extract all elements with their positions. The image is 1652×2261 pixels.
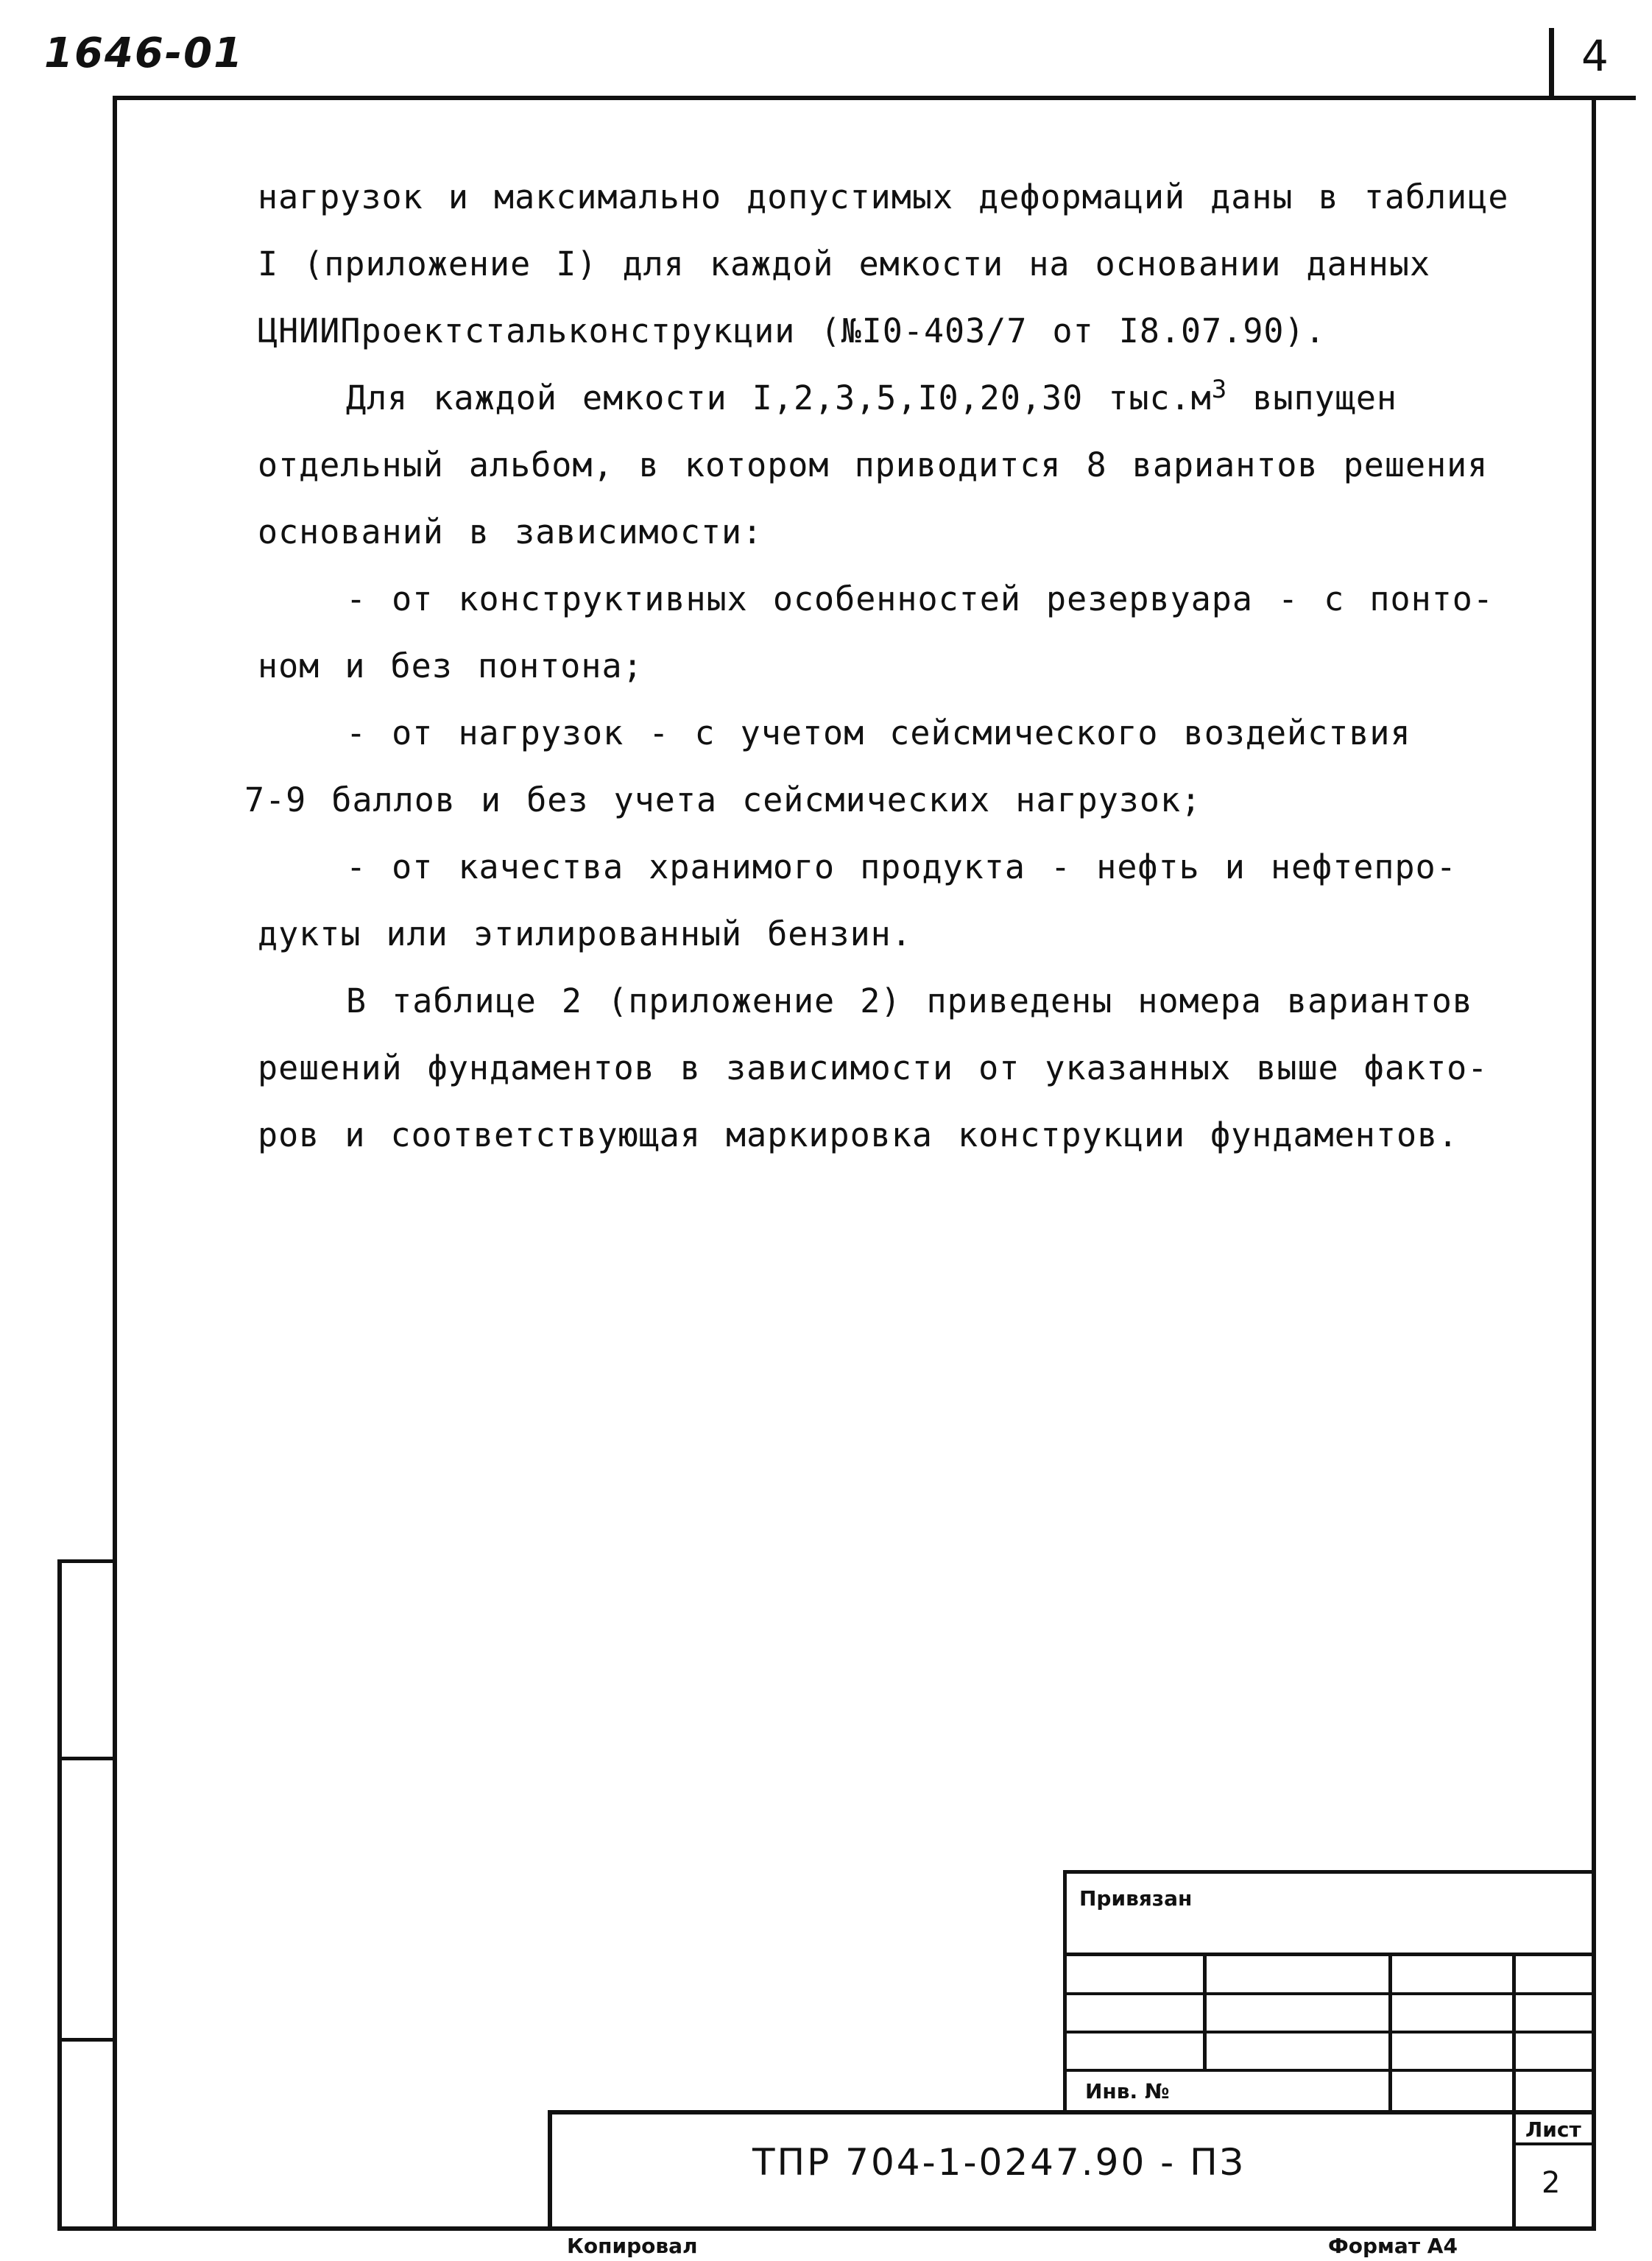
body-line-9: - от нагрузок - с учетом сейсмического воздействия — [346, 713, 1411, 752]
body-line-4-tail: выпущен — [1227, 378, 1398, 417]
copied-label: Копировал — [567, 2234, 698, 2258]
page-number: 4 — [1581, 31, 1609, 81]
frame-bottom — [57, 2226, 1596, 2231]
body-line-10: 7-9 баллов и без учета сейсмических нагрузок; — [244, 780, 1202, 819]
tb-attach-top — [1065, 1870, 1593, 1874]
sheet-number: 2 — [1542, 2166, 1561, 2200]
body-line-14: решений фундаментов в зависимости от указанных выше факто- — [258, 1048, 1489, 1087]
sheet-label: Лист — [1525, 2117, 1581, 2142]
tb-sheet-col — [1512, 2110, 1516, 2228]
handwritten-document-number: 1646-01 — [44, 29, 244, 77]
margin-strip-divider-2 — [57, 2038, 116, 2042]
body-line-11: - от качества хранимого продукта - нефть и нефтепро- — [346, 847, 1457, 886]
body-line-4-main: Для каждой емкости I,2,3,5,I0,20,30 тыс.м — [346, 378, 1212, 417]
tb-attach-left — [1063, 1870, 1067, 2113]
tb-main-top — [549, 2110, 1593, 2114]
tb-main-left — [548, 2110, 552, 2228]
format-label: Формат А4 — [1328, 2234, 1458, 2258]
body-line-13: В таблице 2 (приложение 2) приведены номера вариантов — [346, 981, 1473, 1020]
body-line-15: ров и соответствующая маркировка конструкции фундаментов. — [258, 1115, 1459, 1154]
body-line-12: дукты или этилированный бензин. — [258, 914, 912, 953]
tb-attach-col-3 — [1512, 1953, 1516, 2112]
frame-left — [113, 96, 117, 2231]
frame-right — [1592, 96, 1596, 2231]
body-line-8: ном и без понтона; — [258, 646, 643, 685]
frame-top — [116, 96, 1636, 100]
margin-strip-top — [57, 1559, 116, 1563]
inventory-number-label: Инв. № — [1085, 2079, 1170, 2103]
document-code: ТПР 704-1-0247.90 - ПЗ — [752, 2141, 1246, 2184]
body-line-5: отдельный альбом, в котором приводится 8 вариантов решения — [258, 445, 1489, 484]
body-line-1: нагрузок и максимально допустимых деформаций даны в таблице — [258, 177, 1509, 216]
tb-attach-col-2 — [1388, 1953, 1392, 2112]
body-line-2: I (приложение I) для каждой емкости на основании данных — [258, 244, 1431, 283]
body-line-7: - от конструктивных особенностей резервуара - с понто- — [346, 579, 1494, 618]
tb-sheet-row — [1512, 2142, 1593, 2145]
body-line-3: ЦНИИПроектстальконструкции (№I0-403/7 от I8.07.90). — [258, 311, 1326, 350]
margin-strip-divider-1 — [57, 1757, 116, 1760]
body-line-4 — [258, 364, 1509, 431]
body-line-6: оснований в зависимости: — [258, 512, 763, 551]
attached-label: Привязан — [1079, 1886, 1193, 1911]
body-text — [244, 163, 1509, 1168]
margin-strip-left — [57, 1559, 62, 2231]
cubic-superscript: 3 — [1211, 375, 1228, 404]
tb-attach-col-1 — [1203, 1953, 1207, 2070]
page-number-divider — [1549, 28, 1554, 99]
